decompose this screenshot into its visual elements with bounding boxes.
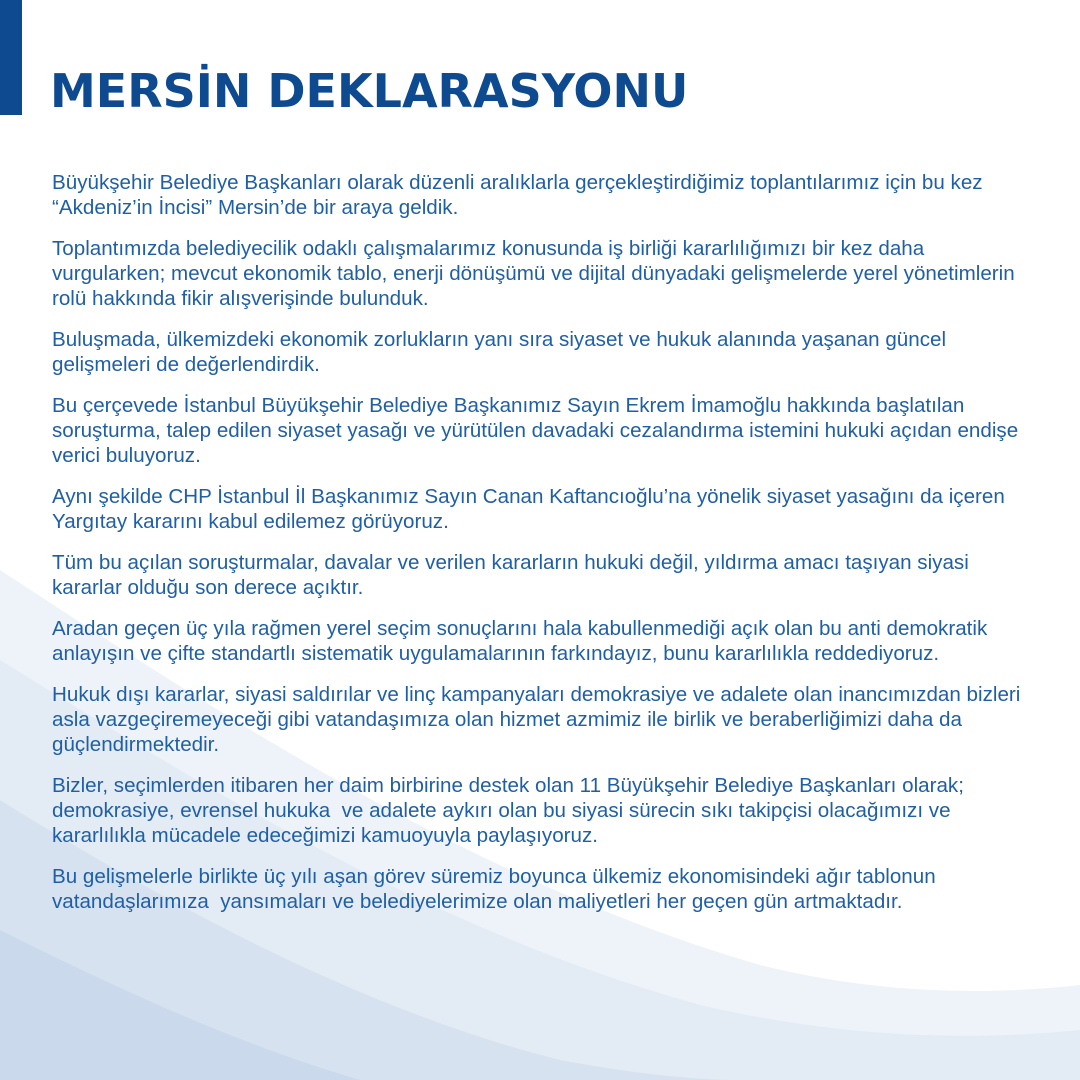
paragraph-4: Bu çerçevede İstanbul Büyükşehir Belediye Başkanımız Sayın Ekrem İmamoğlu hakkında başlatılan soruşturma, talep edilen siyaset yasağı ve yürütülen davadaki cezalandırma istemini hukuki açıdan endişe verici buluyoruz. [52, 394, 1024, 467]
paragraph-10: Bu gelişmelerle birlikte üç yılı aşan görev süremiz boyunca ülkemiz ekonomisindeki ağır tablonun vatandaşlarımıza yansımaları ve belediyelerimize olan maliyetleri her geçen gün artmaktadır. [52, 865, 942, 913]
paragraph-2: Toplantımızda belediyecilik odaklı çalışmalarımız konusunda iş birliği kararlılığımızı bir kez daha vurgularken; mevcut ekonomik tablo, enerji dönüşümü ve dijital dünyadaki gelişmelerde yerel yönetimlerin rolü hakkında fikir alışverişinde bulunduk. [52, 237, 1021, 310]
paragraph-5: Aynı şekilde CHP İstanbul İl Başkanımız Sayın Canan Kaftancıoğlu’na yönelik siyaset yasağını da içeren Yargıtay kararını kabul edilemez görüyoruz. [52, 485, 1011, 533]
declaration-body [52, 170, 1042, 930]
paragraph-3: Buluşmada, ülkemizdeki ekonomik zorlukların yanı sıra siyaset ve hukuk alanında yaşanan güncel gelişmeleri de değerlendirdik. [52, 328, 952, 376]
paragraph-8: Hukuk dışı kararlar, siyasi saldırılar ve linç kampanyaları demokrasiye ve adalete olan inancımızdan bizleri asla vazgeçiremeyeceği gibi vatandaşımıza olan hizmet azmimiz ile birlik ve beraberliğimizi daha da güçlendirmektedir. [52, 683, 1027, 756]
paragraph-7: Aradan geçen üç yıla rağmen yerel seçim sonuçlarını hala kabullenmediği açık olan bu anti demokratik anlayışın ve çifte standartlı sistematik uygulamalarının farkındayız, bunu kararlılıkla reddediyoruz. [52, 617, 993, 665]
page-title: MERSİN DEKLARASYONU [50, 64, 689, 118]
title-accent-bar [0, 0, 22, 115]
paragraph-1: Büyükşehir Belediye Başkanları olarak düzenli aralıklarla gerçekleştirdiğimiz toplantılarımız için bu kez “Akdeniz’in İncisi” Mersin’de bir araya geldik. [52, 171, 989, 219]
paragraph-6: Tüm bu açılan soruşturmalar, davalar ve verilen kararların hukuki değil, yıldırma amacı taşıyan siyasi kararlar olduğu son derece açıktır. [52, 551, 975, 599]
paragraph-9: Bizler, seçimlerden itibaren her daim birbirine destek olan 11 Büyükşehir Belediye Başkanları olarak; demokrasiye, evrensel hukuka ve adalete aykırı olan bu siyasi sürecin sıkı takipçisi olacağımızı ve kararlılıkla mücadele edeceğimizi kamuoyuyla paylaşıyoruz. [52, 774, 970, 847]
